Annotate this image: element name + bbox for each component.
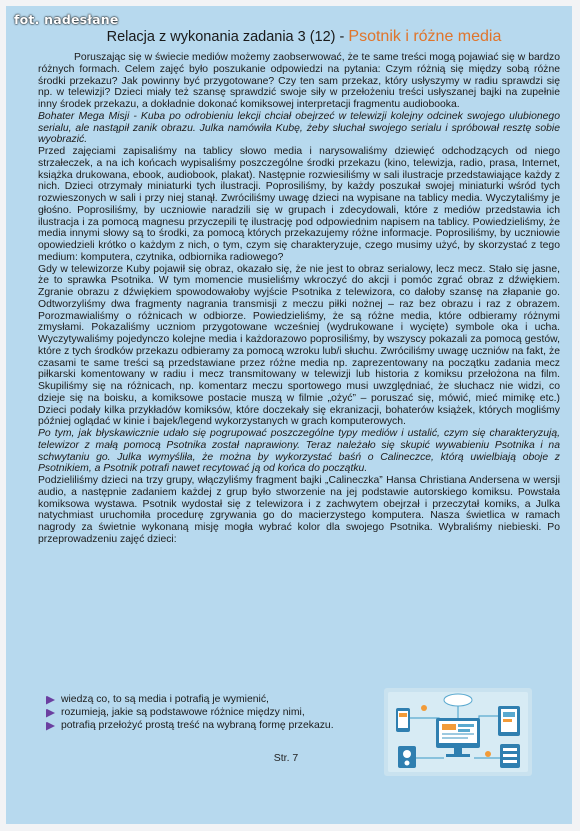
paragraph-activity-3: Podzieliliśmy dzieci na trzy grupy, włączyliśmy fragment bajki „Calineczka” Hansa Christiana Andersena w wersji audio, a następnie zadaniem każdej z grup było stworzenie na jej podstawie autorskiego komiksu. Powstała komiksowa wystawa. Psotnik wydostał się z telewizora i z zachwytem obejrzał i przeczytał komiks, a Julka natychmiast uruchomiła procedurę zgrywania go do macierzystego komputera. Nasza świetlica w ramach nagrody za świetnie wykonaną misję mogła wybrać kolor dla swojego Psotnika. Wybraliśmy niebieski. Po przeprowadzeniu zajęć dzieci:: [38, 475, 560, 545]
arrow-bullet-icon: [46, 709, 55, 718]
list-item: wiedzą co, to są media i potrafią je wymienić,: [46, 694, 386, 706]
list-item: potrafią przełożyć prostą treść na wybraną formę przekazu.: [46, 720, 386, 732]
paragraph-activity-1: Przed zajęciami zapisaliśmy na tablicy słowo media i narysowaliśmy dziewięć odchodzących od niego strzałeczek, a na ich końcach wypisaliśmy poszczególne środki przekazu (kino, telewizja, radio, prasa, Internet, książka drukowana, ebook, audiobook, plakat). Następnie rozwiesiliśmy w sali ilustracje przedstawiające każdy z nich. Dzieci otrzymały miniaturki tych ilustracji. Poprosiliśmy, by każdy poszukał swojej miniaturki wśród tych rozwieszonych w sali i przy niej stanął. Zwróciliśmy uwagę dzieci na wypisane na tablicy media. Wyczytaliśmy je głośno. Poprosiliśmy, by uczniowie naradzili się w grupach i zdecydowali, które z mediów przedstawia ich ilustracja i za pomocą magnesu przyczepili tę ilustrację pod odpowiednim napisem na tablicy. Powiedzieliśmy, że media innymi słowy są to środki, za pomocą których przekazujemy różne informacje. Poprosiliśmy, by uczniowie opowiedzieli krótko o każdym z nich, o tym, czym się charakteryzuje, czego musimy użyć, by skorzystać z tego medium: komputera, czytnika, odbiornika radiowego?: [38, 146, 560, 263]
paragraph-story-2: Po tym, jak błyskawicznie udało się pogrupować poszczególne typy mediów i ustalić, czym się charakteryzują, telewizor z małą pomocą Psotnika został naprawiony. Teraz należało się skupić wywabieniu Psotnika i na schwytaniu go. Julka wymyśliła, że można by wykorzystać baśń o Calineczce, którą uwielbiają oboje z Psotnikiem, a Psotnik potrafi nawet recytować ją od końca do początku.: [38, 428, 560, 475]
arrow-bullet-icon: [46, 722, 55, 731]
title-highlight: Psotnik i różne media: [348, 28, 502, 45]
page-title: [44, 28, 564, 46]
outcomes-list: [46, 694, 386, 733]
media-devices-illustration: [384, 688, 532, 776]
page-number: Str. 7: [273, 752, 299, 764]
list-item: rozumieją, jakie są podstawowe różnice między nimi,: [46, 707, 386, 719]
arrow-bullet-icon: [46, 696, 55, 705]
paragraph-intro: Poruszając się w świecie mediów możemy zaobserwować, że te same treści mogą pojawiać się w bardzo różnych formach. Celem zajęć było poszukanie odpowiedzi na pytania: Czym różnią się między sobą różne środki przekazu? Jak powinny być przygotowane? Czy ten sam przekaz, który usłyszymy w radiu sprawdzi się np. w telewizji? Dzieci miały też szansę sprawdzić swoje siły w przełożeniu treści usłyszanej bajki na zupełnie inny środek przekazu, a dokładnie dokonać komiksowej interpretacji fragmentu audiobooka.: [38, 52, 560, 110]
document-page: [6, 6, 572, 824]
paragraph-activity-2: Gdy w telewizorze Kuby pojawił się obraz, okazało się, że nie jest to obraz serialowy, lecz mecz. Stało się jasne, że to sprawka Psotnika. W tym momencie musieliśmy wkroczyć do akcji i pomóc zgrać obraz z dźwiękiem. Zgranie obrazu z dźwiękiem spowodowałoby wyjście Psotnika z telewizora, co dałoby szansę na złapanie go. Odtworzyliśmy dwa fragmenty nagrania transmisji z meczu piłki nożnej – raz bez obrazu i raz z obrazem. Porozmawialiśmy o różnicach w odbiorze. Powiedzieliśmy, że są różne media, które odbieramy różnymi zmysłami. Pokazaliśmy uczniom przygotowane wcześniej (wydrukowane i wycięte) symbole oka i ucha. Wyczytywaliśmy pojedynczo kolejne media i każdorazowo poprosiliśmy, by wszyscy pokazali za pomocą gestów, które z tych środków przekazu odbieramy za pomocą wzroku lub/i słuchu. Zwróciliśmy uwagę uczniów na fakt, że czasami te same treści są przedstawiane przez różne media np. zaprezentowany na początku zadania mecz piłkarski komentowany w radiu i mecz transmitowany w telewizji lub historia z komiksu przełożona na film. Skupiliśmy się na różnicach, np. komentarz meczu sportowego musi uwzględniać, że słuchacz nie widzi, co dzieje się na boisku, a komiksowe postacie muszą w filmie „ożyć” – poruszać się, mówić, mieć mimikę etc.) Dzieci podały kilka przykładów komiksów, które doczekały się ekranizacji, bohaterów książek, których mogliśmy później oglądać w kinie i bajek/legend wykorzystanych w grach komputerowych.: [38, 263, 560, 428]
report-body: [38, 52, 560, 546]
title-prefix: Relacja z wykonania zadania 3 (12) -: [106, 29, 349, 45]
photo-credit: fot. nadesłane: [14, 12, 119, 27]
paragraph-story-1: Bohater Mega Misji - Kuba po odrobieniu lekcji chciał obejrzeć w telewizji kolejny odcinek swojego ulubionego serialu, ale nastąpił zanik obrazu. Julka namówiła Kubę, żeby słuchał swojego serialu i spróbował resztę sobie wyobrazić.: [38, 110, 560, 146]
